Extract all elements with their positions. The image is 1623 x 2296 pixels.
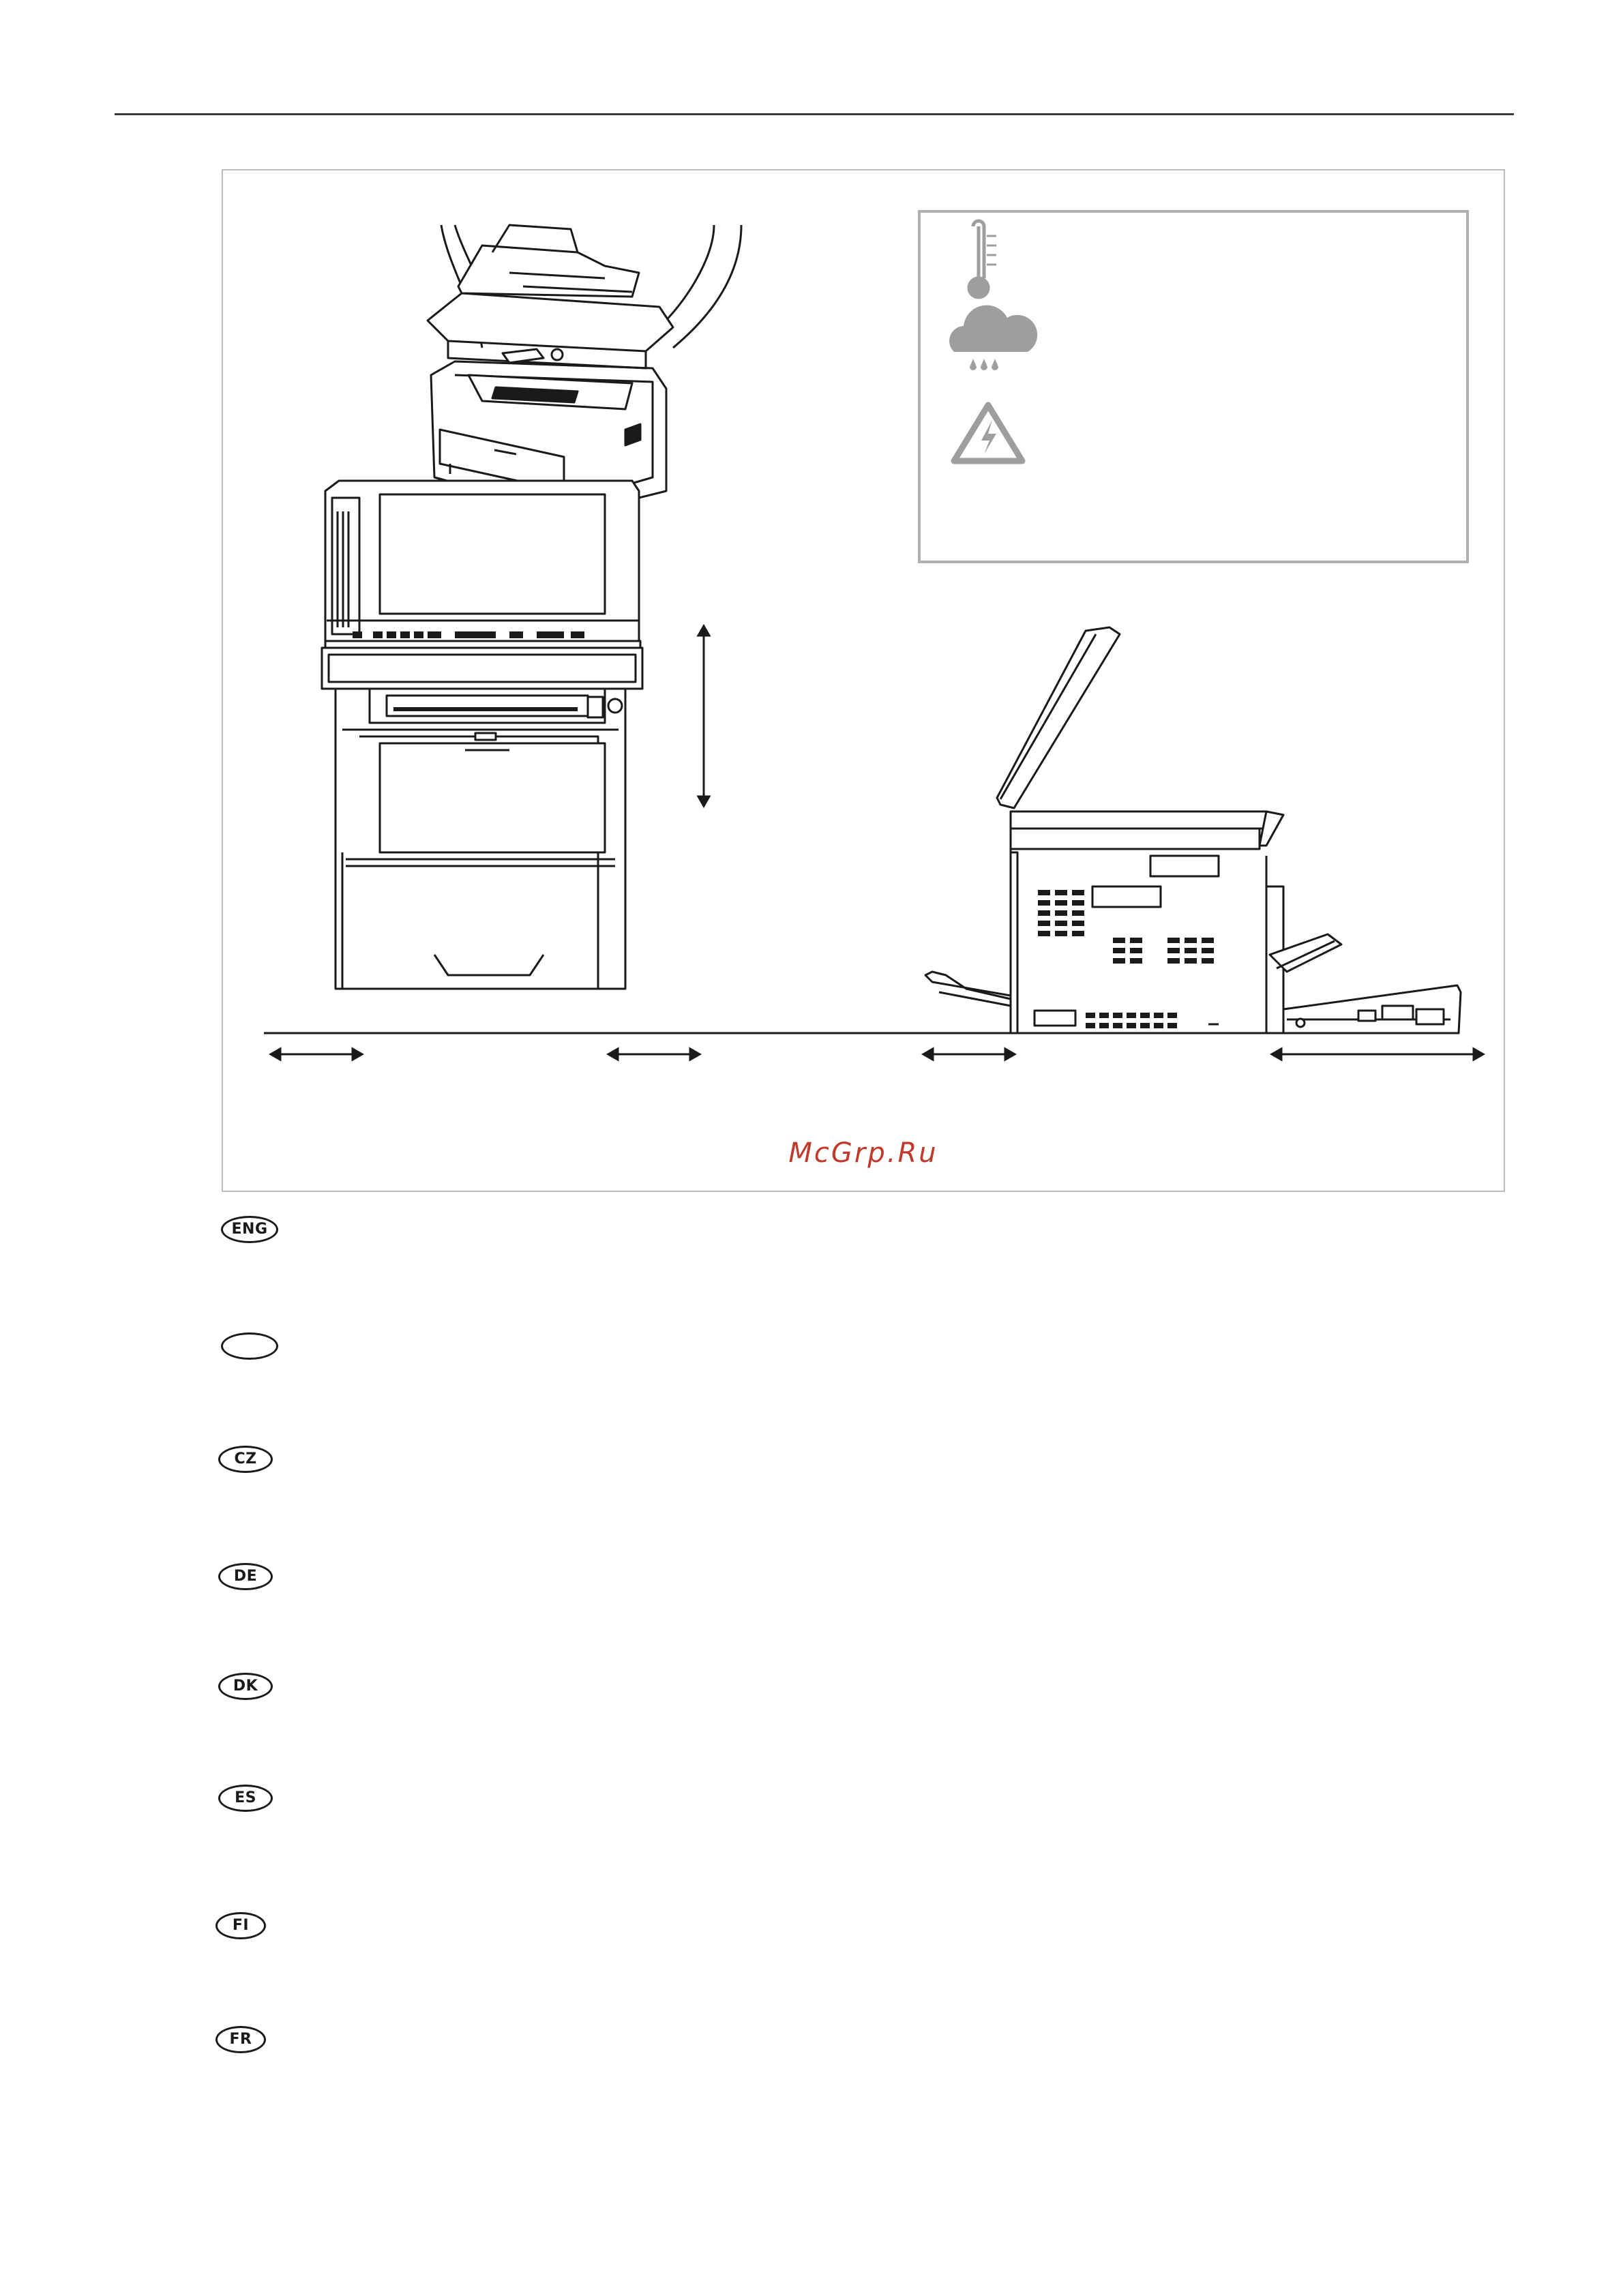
clearance-arrow-right [608, 1049, 700, 1060]
header-rule [115, 113, 1514, 115]
clearance-arrows [271, 1049, 1483, 1060]
installation-figure [222, 169, 1505, 1192]
watermark: McGrp.Ru [788, 1137, 938, 1169]
language-badge-eng: ENG [221, 1216, 278, 1243]
thermometer-icon [969, 221, 996, 297]
environment-box [919, 211, 1468, 562]
clearance-arrow-left [271, 1049, 362, 1060]
cloud-rain-icon [949, 305, 1037, 370]
language-badge-cz: CZ [218, 1446, 273, 1473]
printer-lifted-illustration [428, 225, 741, 515]
language-badge-blank [221, 1332, 278, 1360]
language-badge-de: DE [218, 1563, 273, 1590]
electrical-hazard-warning-icon [954, 405, 1022, 461]
printer-side-view-illustration [925, 627, 1461, 1033]
language-badge-fr: FR [215, 2026, 266, 2053]
height-clearance-arrow [698, 626, 709, 806]
language-badge-es: ES [218, 1785, 273, 1812]
figure-illustration [223, 170, 1506, 1193]
clearance-arrow-front [1272, 1049, 1483, 1060]
language-badge-dk: DK [218, 1673, 273, 1700]
printer-front-view-illustration [322, 481, 642, 989]
language-badge-fi: FI [215, 1912, 266, 1939]
clearance-arrow-rear [923, 1049, 1015, 1060]
